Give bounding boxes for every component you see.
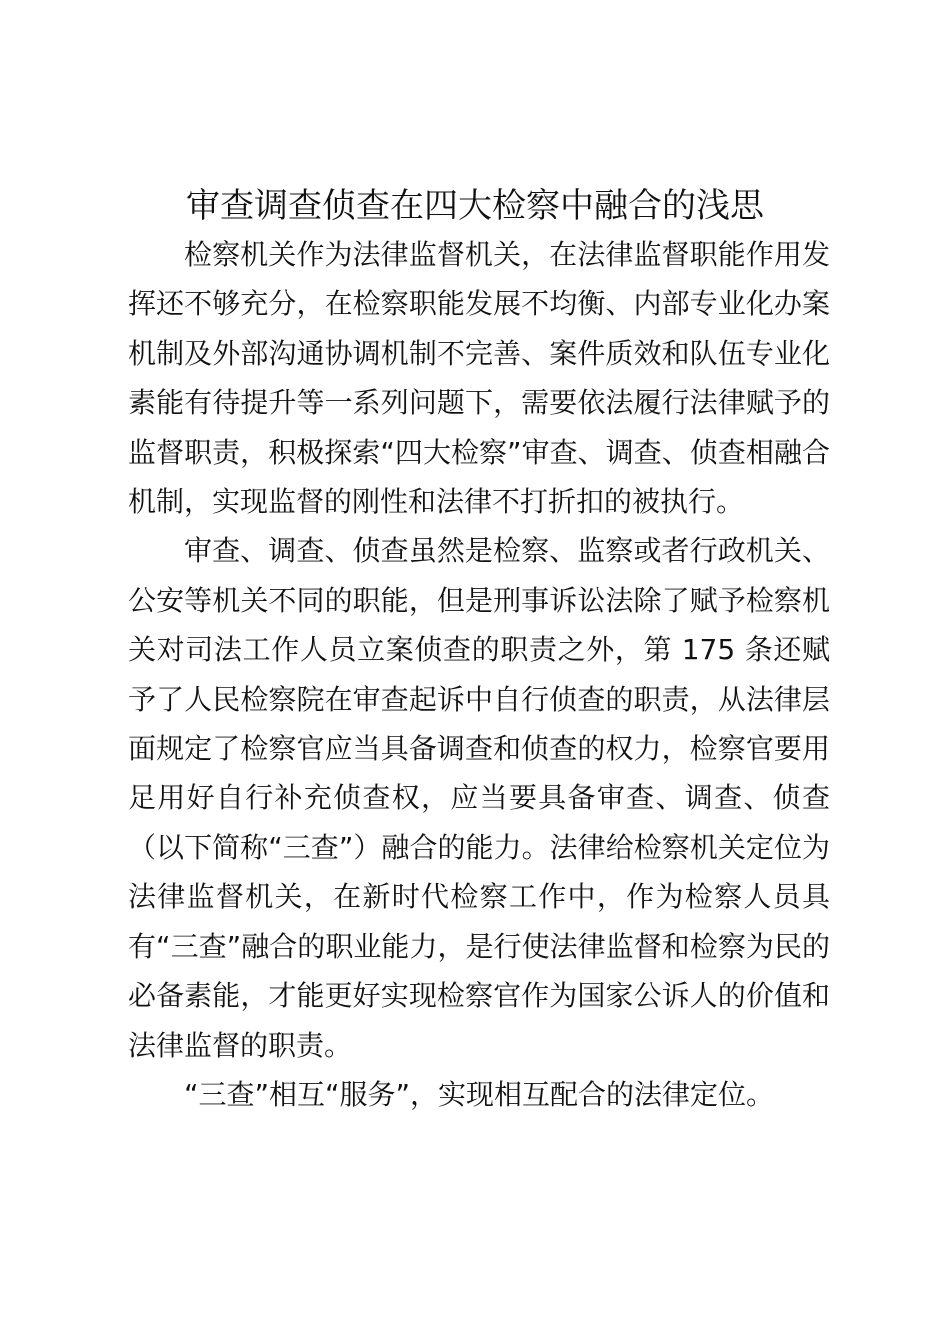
document-body — [128, 230, 830, 1119]
paragraph-2: 审查、调查、侦查虽然是检察、监察或者行政机关、公安等机关不同的职能，但是刑事诉讼法除了赋予检察机关对司法工作人员立案侦查的职责之外，第 175 条还赋予了人民检察院在审查起诉中自行侦查的职责，从法律层面规定了检察官应当具备调查和侦查的权力，检察官要用足用好自行补充侦查权，应当要具备审查、调查、侦查（以下简称“三查”）融合的能力。法律给检察机关定位为法律监督机关，在新时代检察工作中，作为检察人员具有“三查”融合的职业能力，是行使法律监督和检察为民的必备素能，才能更好实现检察官作为国家公诉人的价值和法律监督的职责。 — [128, 534, 830, 1062]
paragraph-3: “三查”相互“服务”，实现相互配合的法律定位。 — [184, 1077, 775, 1111]
paragraph-1: 检察机关作为法律监督机关，在法律监督职能作用发挥还不够充分，在检察职能发展不均衡、内部专业化办案机制及外部沟通协调机制不完善、案件质效和队伍专业化素能有待提升等一系列问题下，需要依法履行法律赋予的监督职责，积极探索“四大检察”审查、调查、侦查相融合机制，实现监督的刚性和法律不打折扣的被执行。 — [128, 238, 830, 519]
document-title: 审查调查侦查在四大检察中融合的浅思 — [186, 186, 764, 226]
